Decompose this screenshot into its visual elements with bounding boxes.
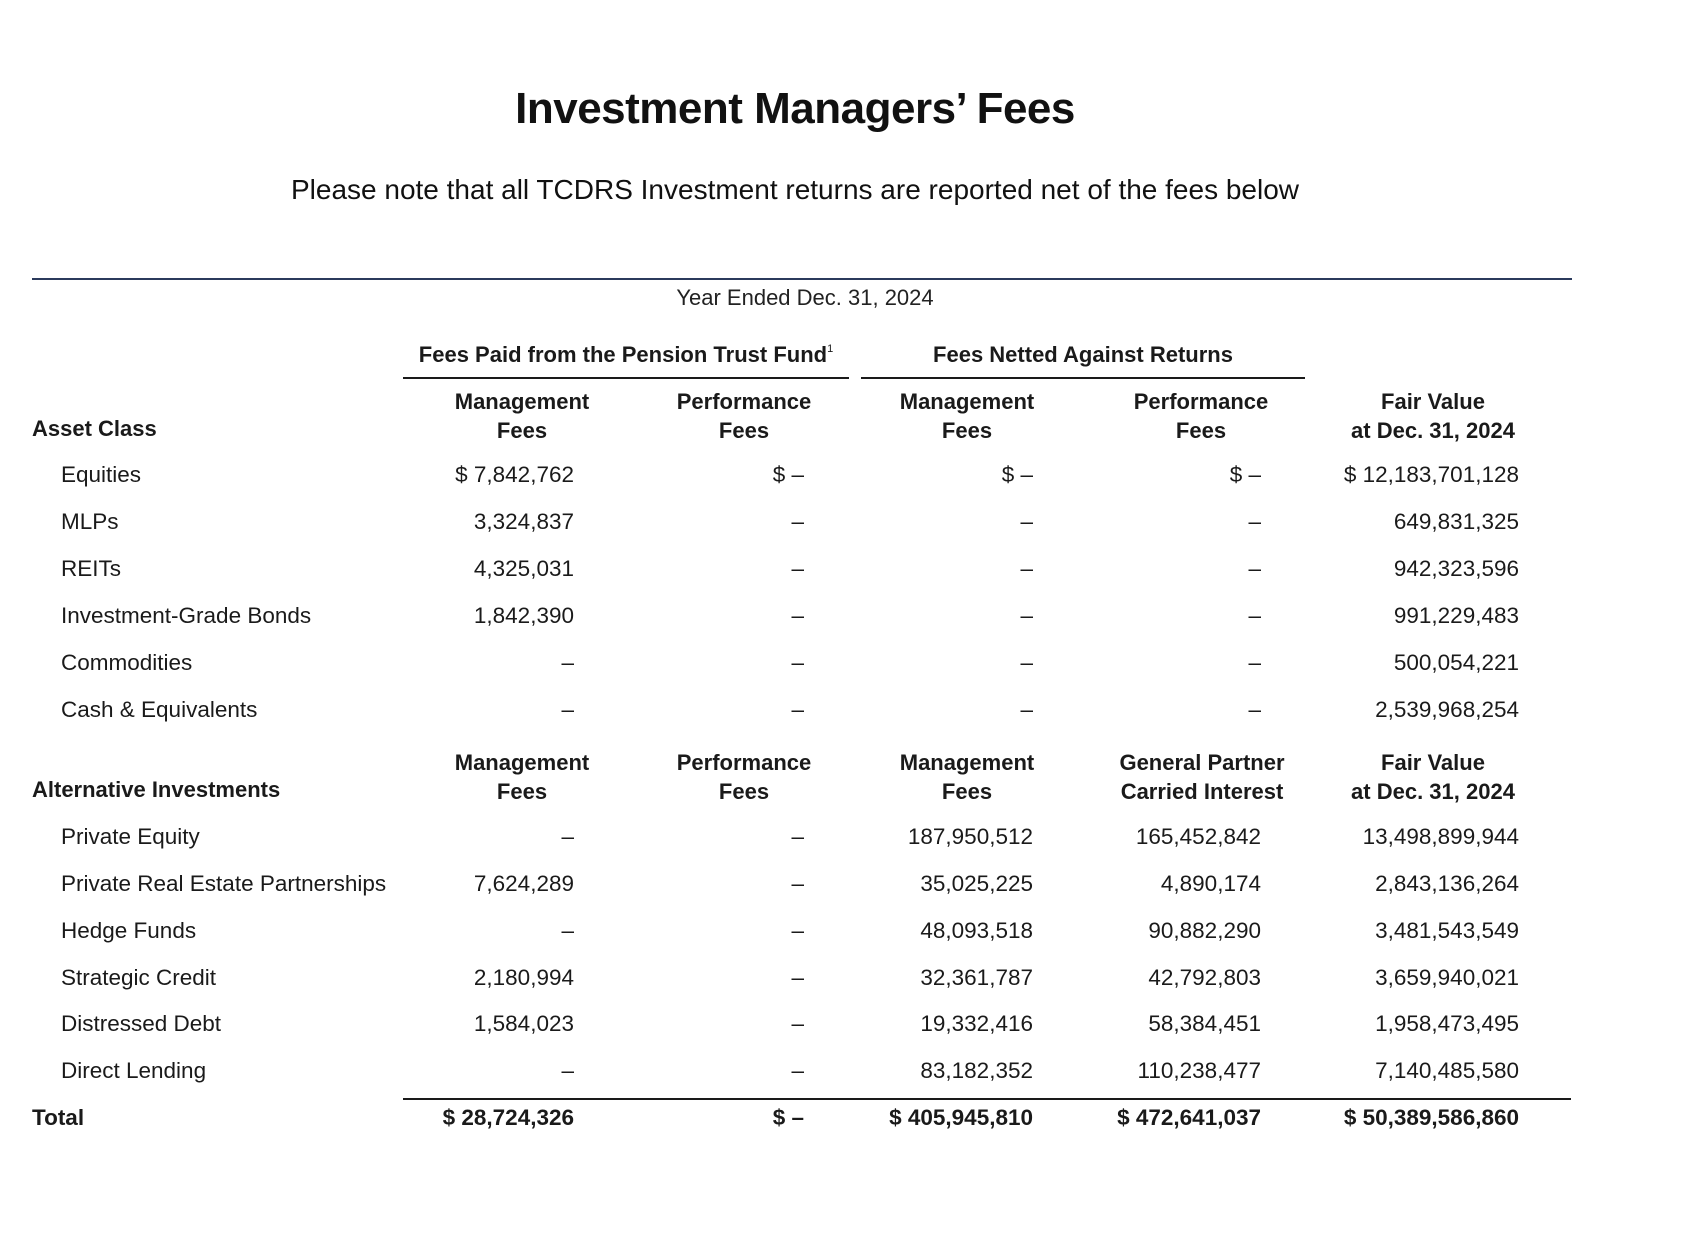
section-title-asset-class: Asset Class xyxy=(32,416,157,441)
col-header-line: Fair Value xyxy=(1381,389,1485,414)
table-row xyxy=(0,965,1690,997)
col-header-perf-fees xyxy=(634,387,854,445)
col-header-line: Fees xyxy=(941,779,993,804)
row-label: Distressed Debt xyxy=(61,1011,222,1036)
cell-netted-mgmt-fees: 32,361,787 xyxy=(920,965,1033,990)
col-header-line: Management xyxy=(899,750,1035,775)
total-mgmt-fees: $ 28,724,326 xyxy=(442,1105,574,1130)
col-header-line: Fair Value xyxy=(1381,750,1485,775)
period-label: Year Ended Dec. 31, 2024 xyxy=(676,285,934,310)
col-header-netted-perf-fees xyxy=(1091,387,1311,445)
row-label: Strategic Credit xyxy=(61,965,217,990)
row-label: Private Equity xyxy=(61,824,200,849)
col-header-line: Fees xyxy=(496,779,548,804)
group-header-pension-label: Fees Paid from the Pension Trust Fund xyxy=(418,342,828,367)
cell-gp-carried-interest: 42,792,803 xyxy=(1148,965,1261,990)
row-label: Commodities xyxy=(61,650,193,675)
col-header-line: Fees xyxy=(718,779,770,804)
col-header-gp-carried-interest xyxy=(1082,748,1322,806)
cell-netted-mgmt-fees: $ – xyxy=(1001,462,1033,487)
col-header-line: General Partner xyxy=(1119,750,1285,775)
row-label: Direct Lending xyxy=(61,1058,207,1083)
cell-perf-fees: – xyxy=(791,965,804,990)
table-row xyxy=(0,918,1690,950)
cell-fair-value: 13,498,899,944 xyxy=(1362,824,1519,849)
cell-perf-fees: – xyxy=(791,824,804,849)
cell-fair-value: 7,140,485,580 xyxy=(1375,1058,1519,1083)
col-header-line: Carried Interest xyxy=(1120,779,1284,804)
total-divider xyxy=(403,1098,1571,1100)
col-header-line: Fees xyxy=(496,418,548,443)
cell-perf-fees: – xyxy=(791,509,804,534)
cell-netted-perf-fees: – xyxy=(1248,697,1261,722)
cell-perf-fees: – xyxy=(791,918,804,943)
col-header-line: at Dec. 31, 2024 xyxy=(1351,418,1515,443)
cell-perf-fees: – xyxy=(791,1058,804,1083)
cell-netted-mgmt-fees: – xyxy=(1020,650,1033,675)
table-row xyxy=(0,1011,1690,1043)
group-header-pension xyxy=(403,342,849,368)
cell-netted-mgmt-fees: – xyxy=(1020,697,1033,722)
col-header-mgmt-fees xyxy=(412,748,632,806)
cell-mgmt-fees: 4,325,031 xyxy=(473,556,574,581)
cell-mgmt-fees: 1,584,023 xyxy=(473,1011,574,1036)
cell-fair-value: 2,843,136,264 xyxy=(1375,871,1519,896)
cell-fair-value: 1,958,473,495 xyxy=(1375,1011,1519,1036)
col-header-line: Management xyxy=(454,750,590,775)
cell-fair-value: 500,054,221 xyxy=(1393,650,1519,675)
page-title: Investment Managers’ Fees xyxy=(515,84,1075,133)
cell-perf-fees: – xyxy=(791,650,804,675)
cell-perf-fees: – xyxy=(791,603,804,628)
col-header-line: Management xyxy=(899,389,1035,414)
group-rule-pension xyxy=(403,377,849,379)
row-label: Hedge Funds xyxy=(61,918,197,943)
col-header-line: Fees xyxy=(941,418,993,443)
col-header-netted-mgmt-fees xyxy=(857,387,1077,445)
cell-gp-carried-interest: 110,238,477 xyxy=(1137,1058,1261,1083)
cell-perf-fees: – xyxy=(791,1011,804,1036)
col-header-line: at Dec. 31, 2024 xyxy=(1351,779,1515,804)
row-label: Private Real Estate Partnerships xyxy=(61,871,387,896)
page-subtitle: Please note that all TCDRS Investment returns are reported net of the fees below xyxy=(290,174,1300,205)
cell-perf-fees: – xyxy=(791,697,804,722)
table-row xyxy=(0,650,1690,682)
table-row xyxy=(0,556,1690,588)
cell-perf-fees: – xyxy=(791,556,804,581)
total-netted-perf-or-gp: $ 472,641,037 xyxy=(1117,1105,1261,1130)
cell-fair-value: 2,539,968,254 xyxy=(1375,697,1519,722)
cell-mgmt-fees: 7,624,289 xyxy=(473,871,574,896)
cell-gp-carried-interest: 4,890,174 xyxy=(1160,871,1261,896)
section-title-alternatives: Alternative Investments xyxy=(32,777,281,802)
group-header-netted: Fees Netted Against Returns xyxy=(933,342,1233,367)
cell-fair-value: 3,481,543,549 xyxy=(1375,918,1519,943)
table-row xyxy=(0,1058,1690,1090)
cell-fair-value: 649,831,325 xyxy=(1393,509,1519,534)
cell-netted-perf-fees: – xyxy=(1248,650,1261,675)
cell-netted-mgmt-fees: 35,025,225 xyxy=(920,871,1033,896)
row-label: Cash & Equivalents xyxy=(61,697,258,722)
table-row xyxy=(0,697,1690,729)
col-header-line: Fees xyxy=(1175,418,1227,443)
cell-netted-mgmt-fees: – xyxy=(1020,509,1033,534)
cell-netted-mgmt-fees: 48,093,518 xyxy=(920,918,1033,943)
top-divider xyxy=(32,278,1572,280)
cell-fair-value: $ 12,183,701,128 xyxy=(1343,462,1519,487)
total-fair-value: $ 50,389,586,860 xyxy=(1343,1105,1519,1130)
total-label: Total xyxy=(32,1105,85,1130)
cell-fair-value: 991,229,483 xyxy=(1393,603,1519,628)
cell-netted-perf-fees: $ – xyxy=(1229,462,1261,487)
table-row xyxy=(0,462,1690,494)
footnote-marker: 1 xyxy=(827,343,834,355)
group-rule-netted xyxy=(861,377,1305,379)
total-row xyxy=(0,1105,1690,1137)
cell-mgmt-fees: – xyxy=(561,697,574,722)
cell-netted-mgmt-fees: 83,182,352 xyxy=(920,1058,1033,1083)
cell-gp-carried-interest: 165,452,842 xyxy=(1135,824,1261,849)
col-header-line: Management xyxy=(454,389,590,414)
cell-netted-perf-fees: – xyxy=(1248,603,1261,628)
cell-netted-mgmt-fees: 187,950,512 xyxy=(907,824,1033,849)
total-perf-fees: $ – xyxy=(772,1105,804,1130)
col-header-line: Performance xyxy=(676,750,812,775)
cell-mgmt-fees: 3,324,837 xyxy=(473,509,574,534)
cell-perf-fees: – xyxy=(791,871,804,896)
cell-perf-fees: $ – xyxy=(772,462,804,487)
cell-fair-value: 942,323,596 xyxy=(1393,556,1519,581)
cell-mgmt-fees: – xyxy=(561,1058,574,1083)
cell-netted-mgmt-fees: 19,332,416 xyxy=(920,1011,1033,1036)
total-netted-mgmt-fees: $ 405,945,810 xyxy=(889,1105,1033,1130)
table-row xyxy=(0,509,1690,541)
table-row xyxy=(0,824,1690,856)
col-header-fair-value xyxy=(1318,748,1548,806)
table-row xyxy=(0,603,1690,635)
cell-netted-mgmt-fees: – xyxy=(1020,556,1033,581)
cell-mgmt-fees: 2,180,994 xyxy=(473,965,574,990)
col-header-mgmt-fees xyxy=(412,387,632,445)
cell-mgmt-fees: $ 7,842,762 xyxy=(455,462,574,487)
cell-fair-value: 3,659,940,021 xyxy=(1375,965,1519,990)
cell-mgmt-fees: 1,842,390 xyxy=(473,603,574,628)
cell-netted-perf-fees: – xyxy=(1248,556,1261,581)
col-header-fair-value xyxy=(1318,387,1548,445)
col-header-perf-fees xyxy=(634,748,854,806)
cell-gp-carried-interest: 90,882,290 xyxy=(1148,918,1261,943)
cell-netted-perf-fees: – xyxy=(1248,509,1261,534)
cell-mgmt-fees: – xyxy=(561,824,574,849)
cell-gp-carried-interest: 58,384,451 xyxy=(1148,1011,1261,1036)
cell-netted-mgmt-fees: – xyxy=(1020,603,1033,628)
col-header-line: Fees xyxy=(718,418,770,443)
cell-mgmt-fees: – xyxy=(561,650,574,675)
row-label: MLPs xyxy=(61,509,119,534)
cell-mgmt-fees: – xyxy=(561,918,574,943)
col-header-netted-mgmt-fees xyxy=(857,748,1077,806)
table-row xyxy=(0,871,1690,903)
col-header-line: Performance xyxy=(676,389,812,414)
row-label: REITs xyxy=(61,556,122,581)
row-label: Equities xyxy=(61,462,142,487)
row-label: Investment-Grade Bonds xyxy=(61,603,312,628)
col-header-line: Performance xyxy=(1133,389,1269,414)
